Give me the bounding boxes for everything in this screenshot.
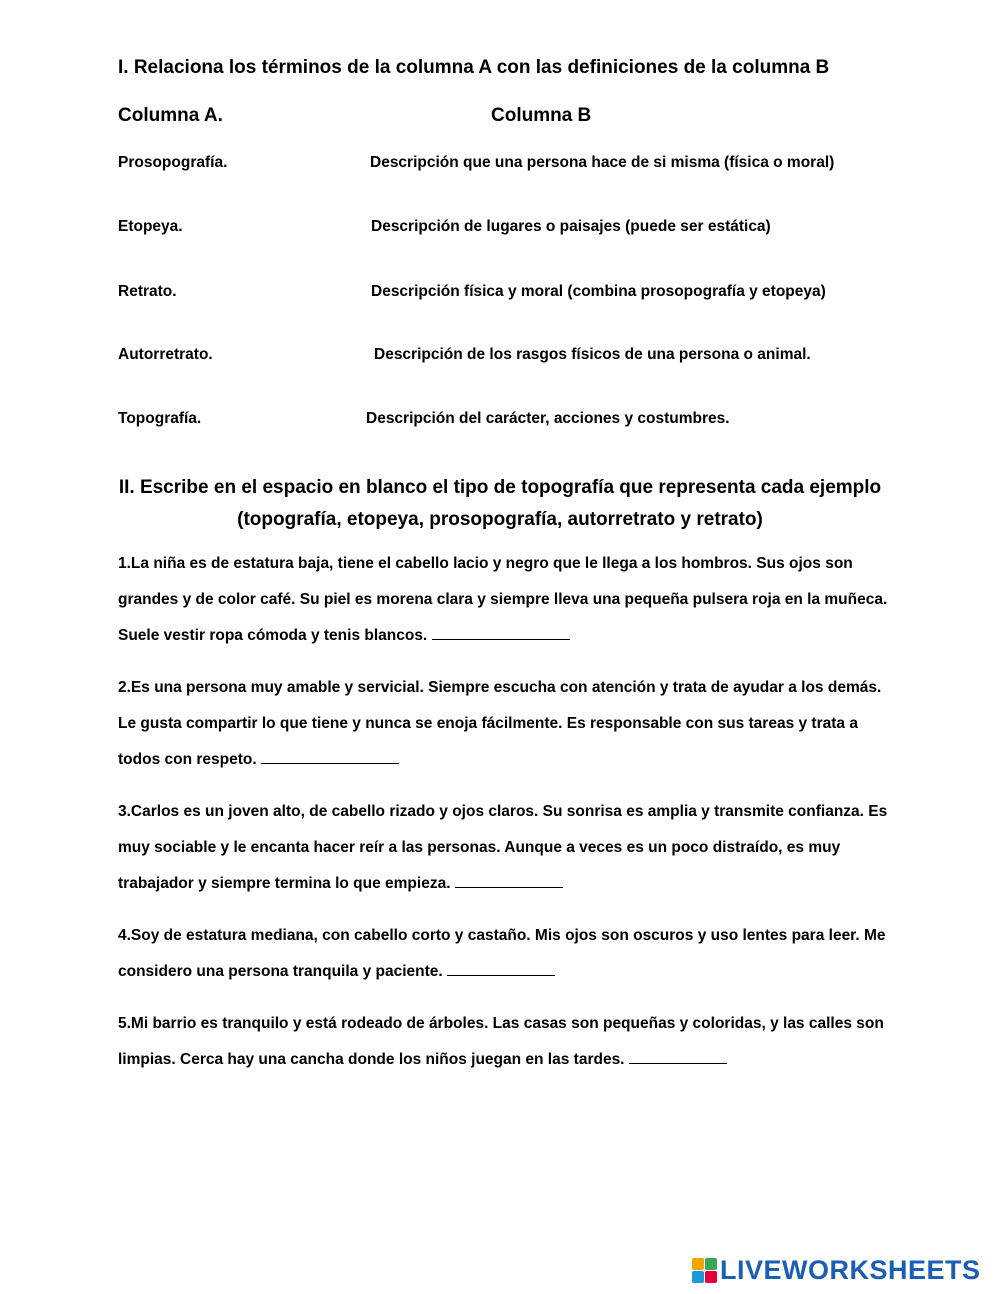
answer-blank-1[interactable]	[432, 625, 570, 640]
term-etopeya[interactable]: Etopeya.	[118, 218, 183, 235]
exercise-1	[118, 546, 888, 654]
definition-1[interactable]: Descripción que una persona hace de si misma (física o moral)	[370, 154, 835, 171]
exercise-5	[118, 1006, 888, 1078]
definition-4[interactable]: Descripción de los rasgos físicos de una persona o animal.	[374, 346, 811, 363]
definition-2[interactable]: Descripción de lugares o paisajes (puede ser estática)	[371, 218, 771, 235]
term-retrato[interactable]: Retrato.	[118, 283, 177, 300]
exercise-3	[118, 794, 888, 902]
exercise-4	[118, 918, 888, 990]
answer-blank-4[interactable]	[447, 961, 555, 976]
definition-3[interactable]: Descripción física y moral (combina prosopografía y etopeya)	[371, 283, 826, 300]
definition-5[interactable]: Descripción del carácter, acciones y costumbres.	[366, 410, 730, 427]
term-autorretrato[interactable]: Autorretrato.	[118, 346, 213, 363]
exercise-2	[118, 670, 888, 778]
exercise-text: 2.Es una persona muy amable y servicial. Siempre escucha con atención y trata de ayudar a los demás. Le gusta compartir lo que tiene y nunca se enoja fácilmente. Es responsable con sus tareas y trata a todos con respeto.	[118, 679, 882, 768]
exercise-text: 1.La niña es de estatura baja, tiene el cabello lacio y negro que le llega a los hombros. Sus ojos son grandes y de color café. Su piel es morena clara y siempre lleva una pequeña pulsera roja en la muñeca. Suele vestir ropa cómoda y tenis blancos.	[118, 555, 888, 644]
logo-mark-icon	[692, 1258, 717, 1283]
answer-blank-5[interactable]	[629, 1049, 727, 1064]
answer-blank-3[interactable]	[455, 873, 563, 888]
section1-title: I. Relaciona los términos de la columna A con las definiciones de la columna B	[118, 57, 830, 78]
term-prosopografia[interactable]: Prosopografía.	[118, 154, 228, 171]
exercise-text: 4.Soy de estatura mediana, con cabello corto y castaño. Mis ojos son oscuros y uso lentes para leer. Me considero una persona tranquila y paciente.	[118, 927, 886, 980]
liveworksheets-logo	[692, 1255, 981, 1286]
column-a-header: Columna A.	[118, 105, 223, 126]
column-b-header: Columna B	[491, 105, 592, 126]
section2-title: II. Escribe en el espacio en blanco el tipo de topografía que representa cada ejemplo (topografía, etopeya, prosopografía, autorretrato y retrato)	[118, 477, 882, 530]
exercise-text: 5.Mi barrio es tranquilo y está rodeado de árboles. Las casas son pequeñas y coloridas, y las calles son limpias. Cerca hay una cancha donde los niños juegan en las tardes.	[118, 1015, 884, 1068]
answer-blank-2[interactable]	[261, 749, 399, 764]
exercise-text: 3.Carlos es un joven alto, de cabello rizado y ojos claros. Su sonrisa es amplia y transmite confianza. Es muy sociable y le encanta hacer reír a las personas. Aunque a veces es un poco distraído, es muy trabajador y siempre termina lo que empieza.	[118, 803, 888, 892]
brand-name: LIVEWORKSHEETS	[720, 1255, 981, 1285]
term-topografia[interactable]: Topografía.	[118, 410, 202, 427]
